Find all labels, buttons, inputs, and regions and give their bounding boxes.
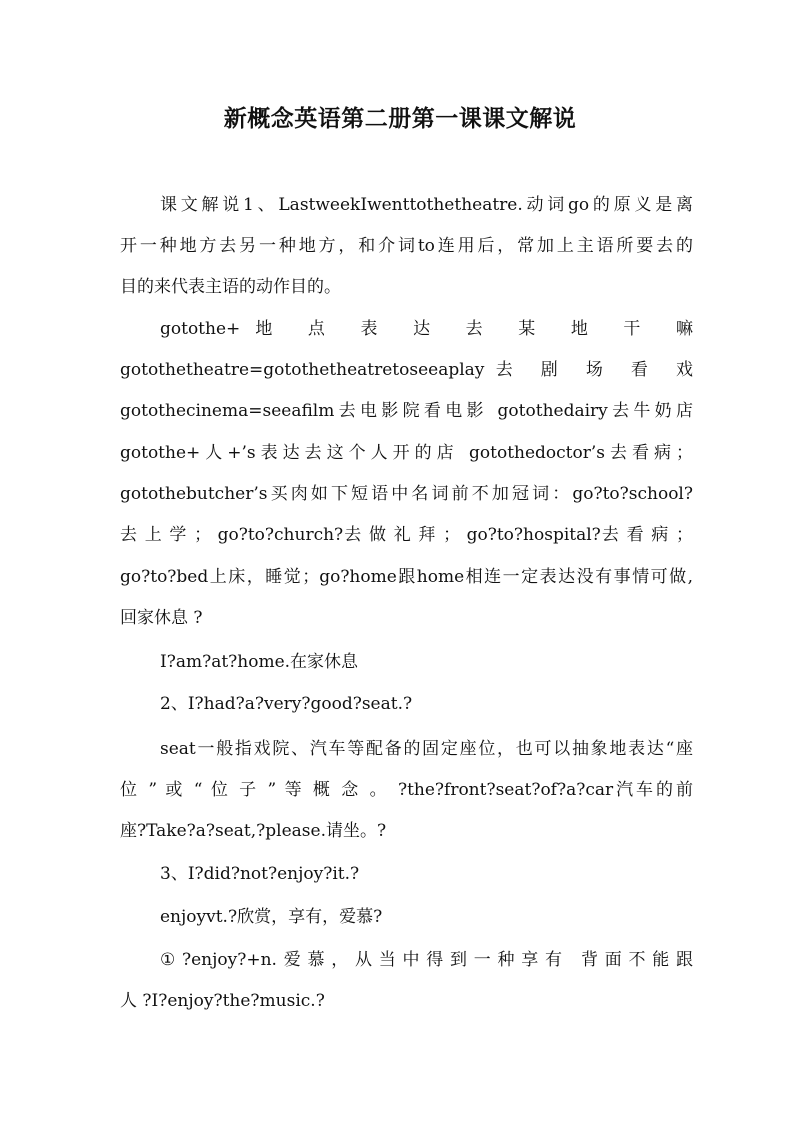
- text-line: gotothebutcher’s买肉如下短语中名词前不加冠词：go?to?school?: [120, 484, 693, 504]
- text-line: 课文解说1、LastweekIwenttothetheatre.动词go的原义是离: [160, 195, 693, 215]
- text-line: gotothe+地 点 表 达 去 某 地 干 嘛: [160, 319, 693, 339]
- text-line: 2、I?had?a?very?good?seat.?: [160, 694, 413, 714]
- text-line: gotothecinema=seeafilm去电影院看电影 gotothedairy去牛奶店: [120, 401, 693, 421]
- text-line: 目的来代表主语的动作目的。: [120, 277, 341, 297]
- text-line: 去 上 学 ； go?to?church?去 做 礼 拜 ； go?to?hospital?去 看 病 ；: [120, 525, 693, 545]
- text-line: gotothetheatre=gotothetheatretoseeaplay去 剧 场 看 戏: [120, 360, 693, 380]
- text-line: I?am?at?home.在家休息: [160, 652, 359, 672]
- document-title: 新概念英语第二册第一课课文解说: [223, 105, 577, 132]
- text-line: ①?enjoy?+n.爱慕，从当中得到一种享有 背面不能跟: [160, 950, 693, 970]
- text-line: 座?Take?a?seat,?please.请坐。?: [120, 821, 387, 841]
- text-line: 开一种地方去另一种地方，和介词to连用后，常加上主语所要去的: [120, 236, 693, 256]
- text-line: go?to?bed上床，睡觉；go?home跟home相连一定表达没有事情可做,: [120, 567, 693, 587]
- text-line: enjoyvt.?欣赏，享有，爱慕?: [160, 907, 383, 927]
- text-line: 位 ” 或 “ 位 子 ” 等 概 念 。 ?the?front?seat?of?a?car汽车的前: [120, 780, 693, 800]
- text-line: seat一般指戏院、汽车等配备的固定座位，也可以抽象地表达“座: [160, 739, 693, 759]
- text-line: gotothe+人+’s表达去这个人开的店 gotothedoctor’s去看病；: [120, 443, 693, 463]
- text-line: 3、I?did?not?enjoy?it.?: [160, 864, 360, 884]
- text-line: 人 ?I?enjoy?the?music.?: [120, 991, 325, 1011]
- text-line: 回家休息 ?: [120, 608, 203, 628]
